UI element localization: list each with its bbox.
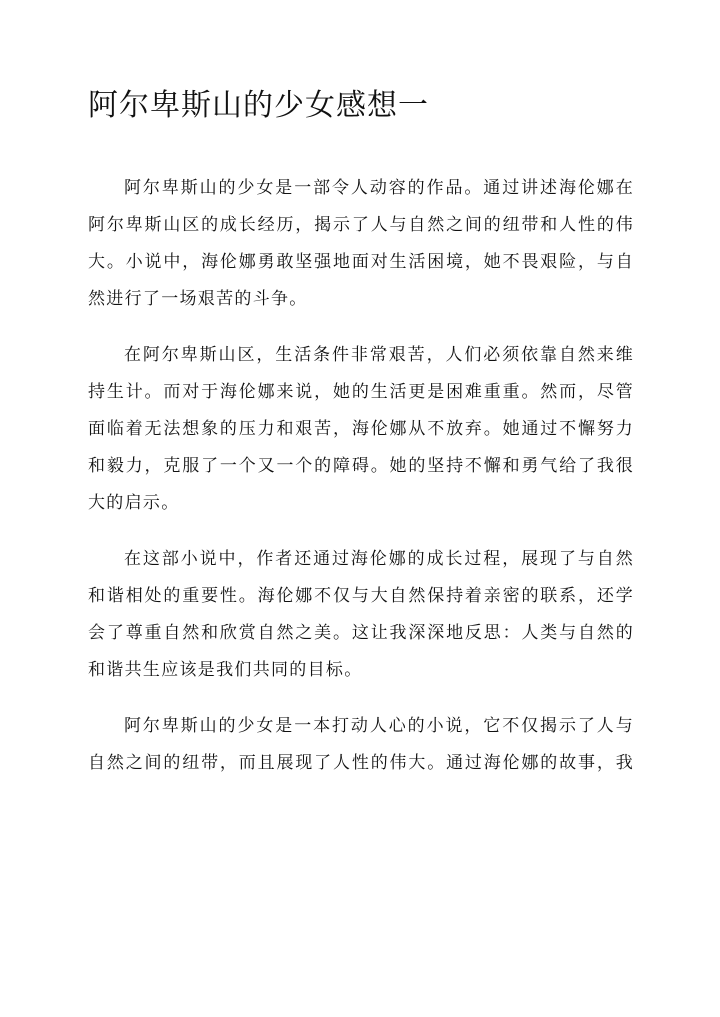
text-line: 和谐共生应该是我们共同的目标。: [88, 660, 363, 680]
paragraph-1: [88, 170, 634, 318]
text-line: 和毅力，克服了一个又一个的障碍。她的坚持不懈和勇气给了我很: [88, 456, 634, 476]
text-line: 在这部小说中，作者还通过海伦娜的成长过程，展现了与自然: [124, 549, 634, 569]
paragraph-3: [88, 541, 634, 689]
text-line: 持生计。而对于海伦娜来说，她的生活更是困难重重。然而，尽管: [88, 382, 634, 402]
text-line: 大的启示。: [88, 493, 180, 513]
text-line: 在阿尔卑斯山区，生活条件非常艰苦，人们必须依靠自然来维: [124, 345, 634, 365]
text-line: 会了尊重自然和欣赏自然之美。这让我深深地反思：人类与自然的: [88, 623, 634, 643]
paragraph-4: [88, 708, 634, 782]
text-line: 然进行了一场艰苦的斗争。: [88, 289, 308, 309]
text-line: 面临着无法想象的压力和艰苦，海伦娜从不放弃。她通过不懈努力: [88, 419, 634, 439]
document-title: 阿尔卑斯山的少女感想一: [88, 88, 429, 123]
text-line: 和谐相处的重要性。海伦娜不仅与大自然保持着亲密的联系，还学: [88, 586, 634, 606]
text-line: 阿尔卑斯山的少女是一本打动人心的小说，它不仅揭示了人与: [124, 716, 634, 736]
paragraph-2: [88, 337, 634, 522]
text-line: 自然之间的纽带，而且展现了人性的伟大。通过海伦娜的故事，我: [88, 753, 634, 773]
document-body: [88, 170, 634, 801]
text-line: 大。小说中，海伦娜勇敢坚强地面对生活困境，她不畏艰险，与自: [88, 252, 634, 272]
text-line: 阿尔卑斯山区的成长经历，揭示了人与自然之间的纽带和人性的伟: [88, 215, 634, 235]
text-line: 阿尔卑斯山的少女是一部令人动容的作品。通过讲述海伦娜在: [124, 178, 634, 198]
